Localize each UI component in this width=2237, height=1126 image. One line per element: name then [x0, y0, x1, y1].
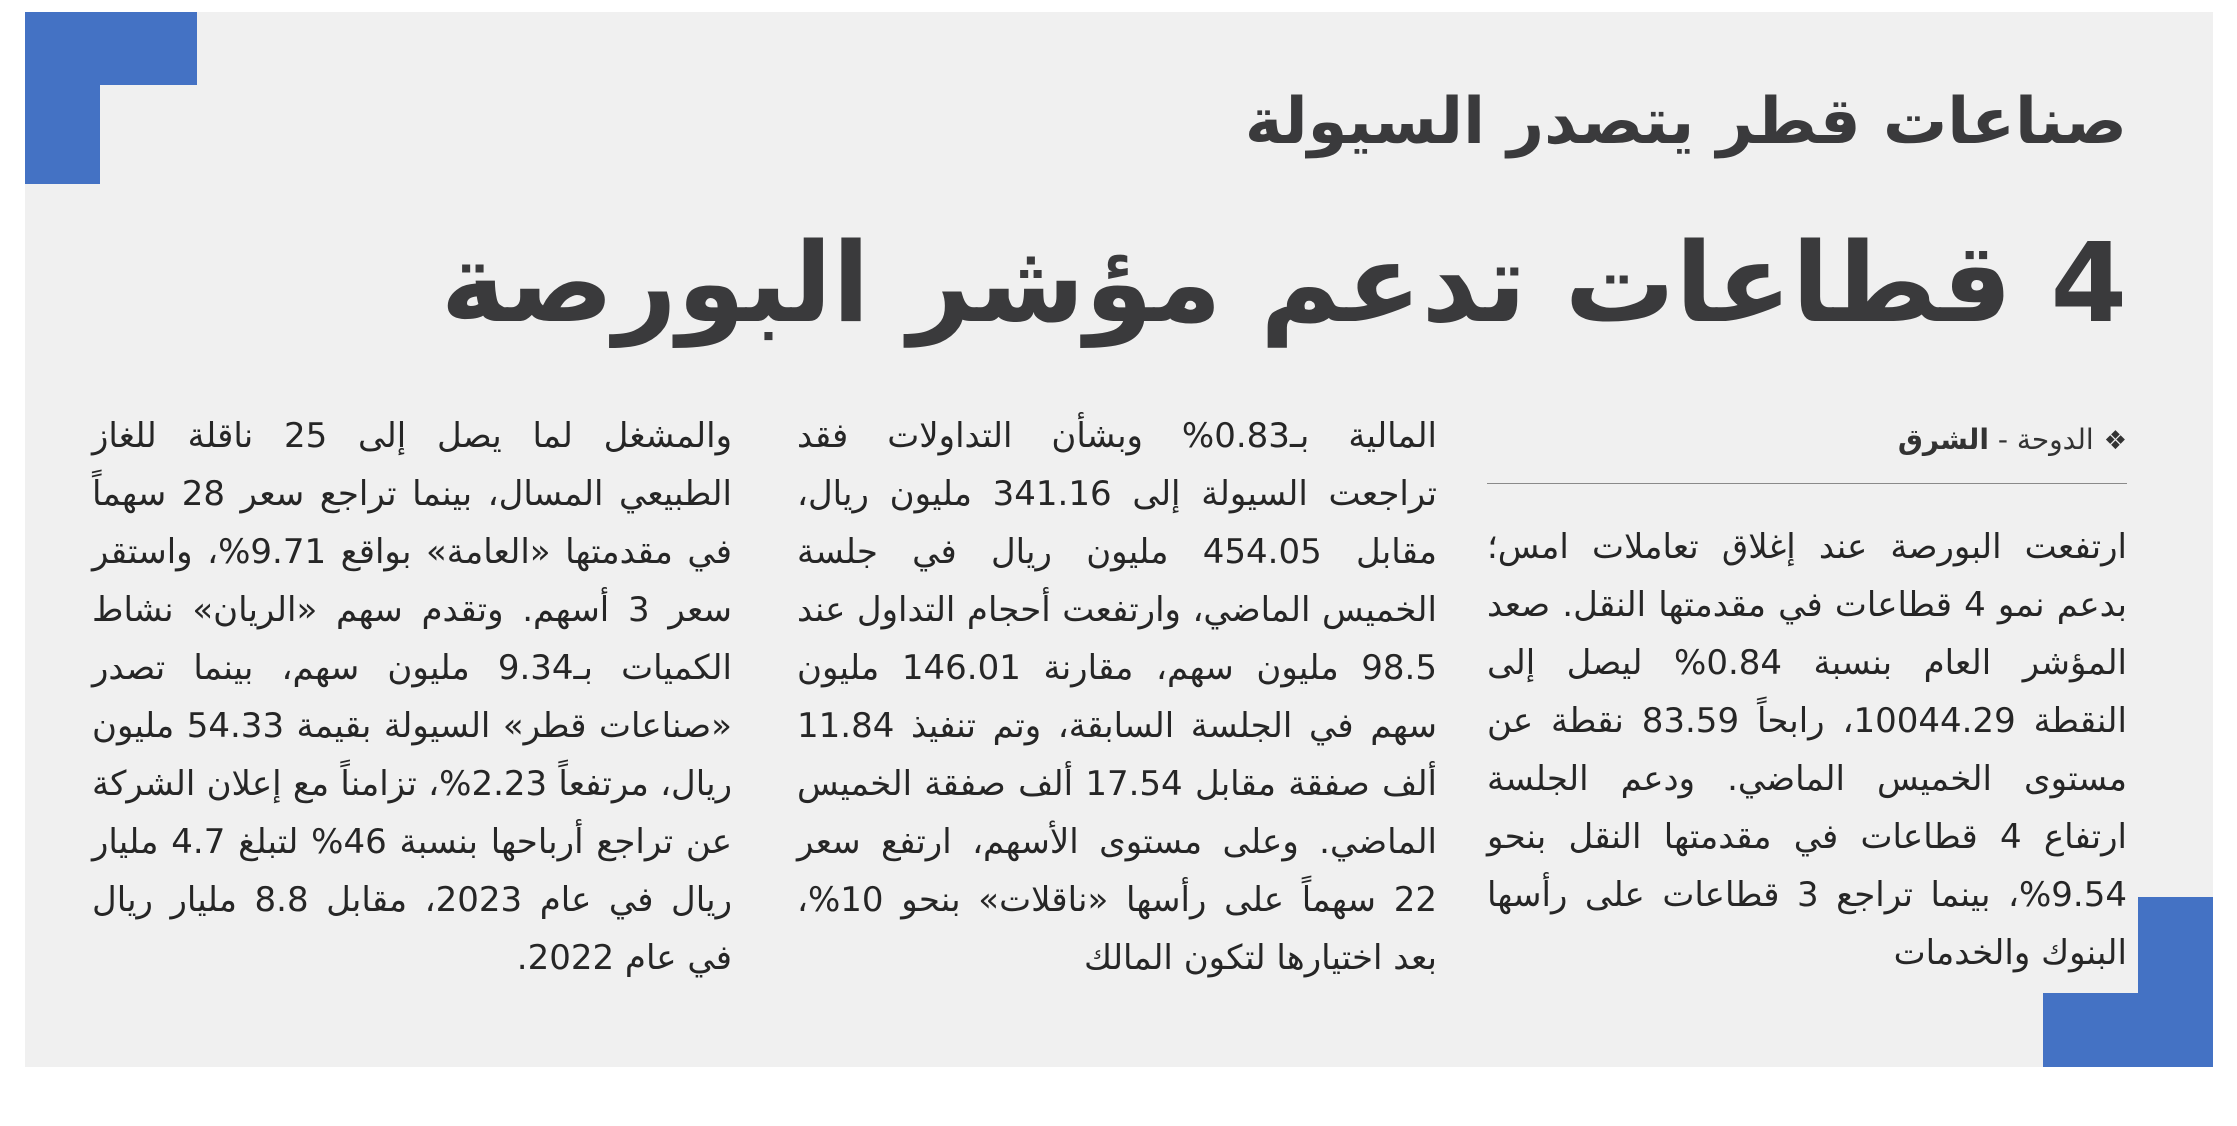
byline-source: الشرق: [1897, 423, 1989, 456]
article-byline: [1487, 412, 2127, 484]
article-column-1: ارتفعت البورصة عند إغلاق تعاملات امس؛ بدعم نمو 4 قطاعات في مقدمتها النقل. صعد المؤشر العام بنسبة 0.84% ليصل إلى النقطة 10044.29، رابحاً 83.59 نقطة عن مستوى الخميس الماضي. ودعم الجلسة ارتفاع 4 قطاعات في مقدمتها النقل بنحو 9.54%، بينما تراجع 3 قطاعات على رأسها البنوك والخدمات: [1487, 527, 2128, 973]
article-column-3: والمشغل لما يصل إلى 25 ناقلة للغاز الطبيعي المسال، بينما تراجع سعر 28 سهماً في مقدمتها «العامة» بواقع 9.71%، واستقر سعر 3 أسهم. وتقدم سهم «الريان» نشاط الكميات بـ9.34 مليون سهم، بينما تصدر «صناعات قطر» السيولة بقيمة 54.33 مليون ريال، مرتفعاً 2.23%، تزامناً مع إعلان الشركة عن تراجع أرباحها بنسبة 46% لتبلغ 4.7 مليار ريال في عام 2023، مقابل 8.8 مليار ريال في عام 2022.: [92, 416, 733, 978]
byline-bullet-icon: ❖: [2103, 426, 2127, 456]
article-title: 4 قطاعات تدعم مؤشر البورصة: [440, 219, 2127, 347]
corner-accent-bottom-right-vertical: [2138, 897, 2213, 1067]
article-kicker: صناعات قطر يتصدر السيولة: [1244, 85, 2127, 159]
byline-location: الدوحة -: [1988, 423, 2094, 456]
corner-accent-top-left-vertical: [25, 12, 100, 184]
article-column-2: المالية بـ0.83% وبشأن التداولات فقد تراجعت السيولة إلى 341.16 مليون ريال، مقابل 454.05 مليون ريال في جلسة الخميس الماضي، وارتفعت أحجام التداول عند 98.5 مليون سهم، مقارنة 146.01 مليون سهم في الجلسة السابقة، وتم تنفيذ 11.84 ألف صفقة مقابل 17.54 ألف صفقة الخميس الماضي. وعلى مستوى الأسهم، ارتفع سعر 22 سهماً على رأسها «ناقلات» بنحو 10%، بعد اختيارها لتكون المالك: [797, 416, 1438, 978]
